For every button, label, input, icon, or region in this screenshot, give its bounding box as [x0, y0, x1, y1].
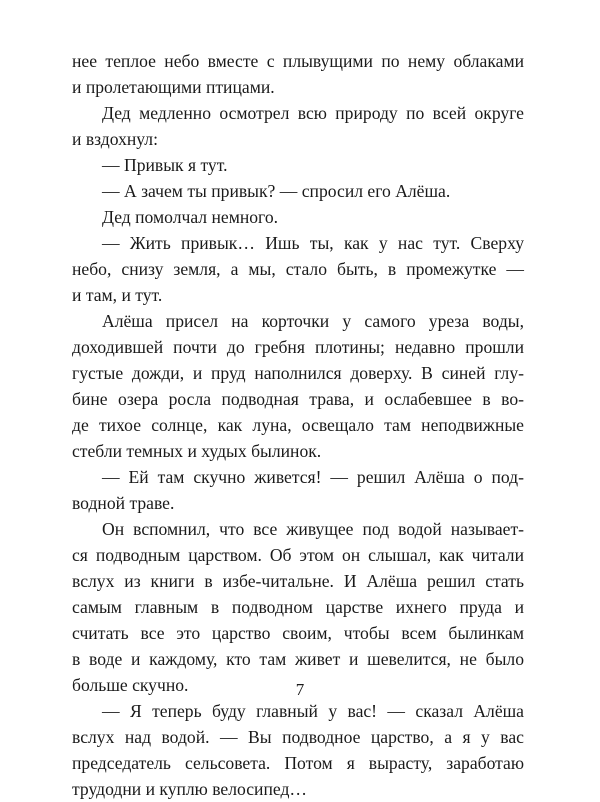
text-line: Алёша присел на корточки у самого уреза воды, [102, 311, 524, 331]
text-line: водной траве. [72, 493, 175, 513]
text-line: считать все это царство своим, чтобы всем былинкам [72, 623, 524, 643]
text-line: больше скучно. [72, 675, 189, 695]
text-line: самым главным в подводном царстве ихнего пруда и [72, 597, 524, 617]
text-line: — Ей там скучно живется! — решил Алёша о под- [102, 467, 524, 487]
text-line: — А зачем ты привык? — спросил его Алёша. [102, 181, 451, 201]
text-line: небо, снизу земля, а мы, стало быть, в промежутке — [72, 259, 524, 279]
text-line: трудодни и куплю велосипед… [72, 779, 308, 799]
text-line: Он вспомнил, что все живущее под водой называет- [102, 519, 524, 539]
text-line: председатель сельсовета. Потом я вырасту, заработаю [72, 753, 524, 773]
text-line: де тихое солнце, как луна, освещало там неподвижные [72, 415, 524, 435]
text-line: ся подводным царством. Об этом он слышал, как читали [72, 545, 524, 565]
text-line: густые дожди, и пруд наполнился доверху. В синей глу- [72, 363, 524, 383]
page-number: 7 [295, 680, 305, 699]
text-line: в воде и каждому, кто там живет и шевелится, не было [72, 649, 524, 669]
text-line: Дед помолчал немного. [102, 207, 279, 227]
text-line: и вздохнул: [72, 129, 158, 149]
text-line: Дед медленно осмотрел всю природу по всей округе [102, 103, 524, 123]
text-line: и пролетающими птицами. [72, 77, 275, 97]
text-line: нее теплое небо вместе с плывущими по нему облаками [72, 51, 524, 71]
text-line: бине озера росла подводная трава, и ослабевшее в во- [72, 389, 524, 409]
text-line: доходившей почти до гребня плотины; недавно прошли [72, 337, 524, 357]
text-line: — Я теперь буду главный у вас! — сказал Алёша [102, 701, 524, 721]
text-line: — Привык я тут. [102, 155, 228, 175]
text-line: и там, и тут. [72, 285, 163, 305]
text-line: вслух над водой. — Вы подводное царство, а я у вас [72, 727, 524, 747]
text-line: вслух из книги в избе-читальне. И Алёша решил стать [72, 571, 524, 591]
text-line: стебли темных и худых былинок. [72, 441, 322, 461]
text-line: — Жить привык… Ишь ты, как у нас тут. Сверху [102, 233, 524, 253]
